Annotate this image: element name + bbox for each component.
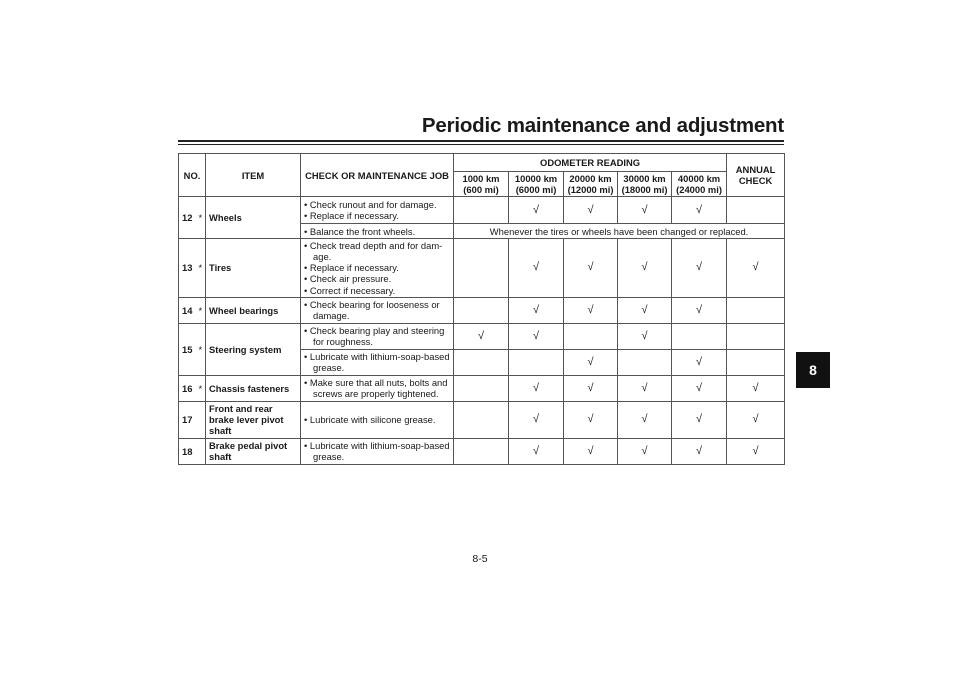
check-mark: √ — [727, 401, 785, 438]
interval-1: 1000 km (600 mi) — [454, 172, 509, 197]
check-mark: √ — [672, 375, 727, 401]
row-note: Whenever the tires or wheels have been changed or replaced. — [454, 224, 785, 239]
header-annual: ANNUAL CHECK — [727, 154, 785, 197]
row-number: 15 — [179, 323, 196, 375]
header-no: NO. — [179, 154, 206, 197]
row-job: • Make sure that all nuts, bolts and screws are properly tightened. — [301, 375, 454, 401]
row-number: 14 — [179, 297, 196, 323]
table-row — [179, 375, 785, 401]
check-mark: √ — [509, 438, 564, 464]
header-odometer: ODOMETER READING — [454, 154, 727, 172]
check-mark: √ — [564, 297, 618, 323]
header-job: CHECK OR MAINTENANCE JOB — [301, 154, 454, 197]
row-number: 13 — [179, 239, 196, 297]
interval-2: 10000 km (6000 mi) — [509, 172, 564, 197]
check-mark: √ — [509, 323, 564, 349]
row-job: • Balance the front wheels. — [301, 224, 454, 239]
chapter-tab: 8 — [796, 352, 830, 388]
row-job: • Lubricate with lithium-soap-based grease. — [301, 438, 454, 464]
row-item: Steering system — [206, 323, 301, 375]
check-mark: √ — [672, 239, 727, 297]
title-rule — [178, 140, 784, 142]
row-item: Tires — [206, 239, 301, 297]
row-number: 16 — [179, 375, 196, 401]
title-rule-thin — [178, 144, 784, 145]
check-mark: √ — [564, 239, 618, 297]
check-mark: √ — [509, 197, 564, 224]
row-number: 17 — [179, 401, 196, 438]
row-item: Wheel bearings — [206, 297, 301, 323]
header-item: ITEM — [206, 154, 301, 197]
check-mark: √ — [672, 438, 727, 464]
check-mark: √ — [564, 349, 618, 375]
asterisk: * — [196, 239, 206, 297]
page-number: 8-5 — [472, 553, 488, 565]
asterisk: * — [196, 197, 206, 239]
table-row — [179, 197, 785, 224]
check-mark: √ — [509, 401, 564, 438]
check-mark: √ — [564, 197, 618, 224]
check-mark: √ — [564, 375, 618, 401]
check-mark: √ — [618, 323, 672, 349]
asterisk — [196, 438, 206, 464]
page-title: Periodic maintenance and adjustment — [421, 114, 784, 137]
check-mark: √ — [564, 438, 618, 464]
check-mark: √ — [618, 197, 672, 224]
check-mark: √ — [454, 323, 509, 349]
row-item: Wheels — [206, 197, 301, 239]
interval-4: 30000 km (18000 mi) — [618, 172, 672, 197]
check-mark: √ — [509, 375, 564, 401]
row-job: • Lubricate with silicone grease. — [301, 401, 454, 438]
row-job: • Lubricate with lithium-soap-based grease. — [301, 349, 454, 375]
check-mark: √ — [618, 239, 672, 297]
check-mark: √ — [618, 297, 672, 323]
asterisk: * — [196, 297, 206, 323]
interval-3: 20000 km (12000 mi) — [564, 172, 618, 197]
table-row — [179, 297, 785, 323]
check-mark: √ — [672, 197, 727, 224]
row-job: • Check bearing for looseness or damage. — [301, 297, 454, 323]
asterisk — [196, 401, 206, 438]
asterisk: * — [196, 323, 206, 375]
check-mark: √ — [618, 401, 672, 438]
header-row — [179, 154, 785, 172]
check-mark: √ — [727, 239, 785, 297]
interval-5: 40000 km (24000 mi) — [672, 172, 727, 197]
check-mark: √ — [564, 401, 618, 438]
row-number: 12 — [179, 197, 196, 239]
row-item: Front and rear brake lever pivot shaft — [206, 401, 301, 438]
table-row — [179, 239, 785, 297]
row-item: Brake pedal pivot shaft — [206, 438, 301, 464]
row-job: • Check runout and for damage. • Replace if necessary. — [301, 197, 454, 224]
row-job: • Check bearing play and steering for roughness. — [301, 323, 454, 349]
maintenance-table — [178, 153, 785, 465]
check-mark: √ — [672, 349, 727, 375]
check-mark: √ — [727, 438, 785, 464]
check-mark: √ — [509, 297, 564, 323]
check-mark: √ — [672, 297, 727, 323]
row-number: 18 — [179, 438, 196, 464]
row-job: • Check tread depth and for dam-age. • Replace if necessary. • Check air pressure. • Correct if necessary. — [301, 239, 454, 297]
table-row — [179, 323, 785, 349]
check-mark: √ — [672, 401, 727, 438]
asterisk: * — [196, 375, 206, 401]
check-mark: √ — [509, 239, 564, 297]
row-item: Chassis fasteners — [206, 375, 301, 401]
check-mark: √ — [618, 375, 672, 401]
table-row — [179, 438, 785, 464]
table-row — [179, 401, 785, 438]
check-mark: √ — [727, 375, 785, 401]
check-mark: √ — [618, 438, 672, 464]
